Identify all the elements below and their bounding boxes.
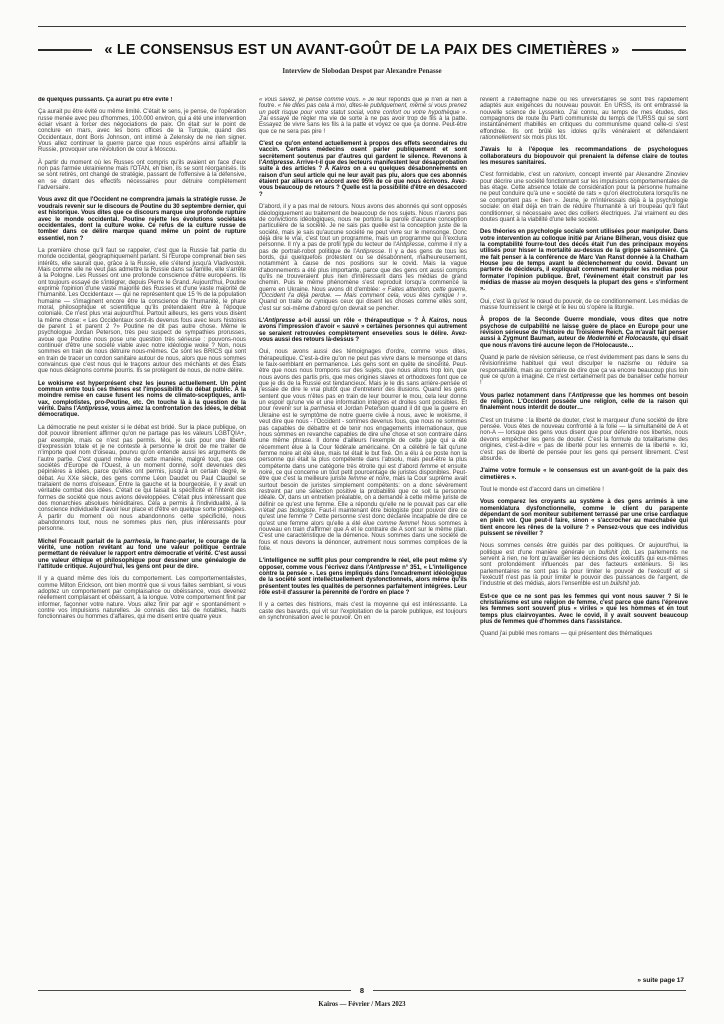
interview-answer: Nous sommes censés être guidés par des politiques. Or aujourd'hui, la politique est d'une manière générale un bullshit job. Les parlements ne servent à rien, ne font qu'avaliser les décisions des exécutifs qui eux-mêmes sont profondément influencés par des facteurs extérieurs. Si les parlementaires ne sont pas là pour limiter le pouvoir de l'exécutif et si l'exécutif n'est pas là pour limiter le pouvoir des puissances de l'argent, de l'industrie et des médias, alors l'ensemble est un bullshit job.	[480, 543, 688, 588]
masthead	[38, 42, 686, 58]
top-rule	[38, 26, 686, 27]
interview-answer: La première chose qu'il faut se rappeler, c'est que la Russie fait partie du monde occidental, géographiquement parlant. Si l'Europe comprenait bien ses intérêts, elle saurait que, grâce à la Russie, elle s'étend jusqu'à Vladivostok. Mais comme elle ne veut pas admettre la Russie dans sa famille, elle s'arrête à la Pologne. Les Russes ont une profonde conscience d'être européens. Ils ont toujours essayé de s'intégrer, depuis Pierre le Grand. Aujourd'hui, Poutine exprime l'opinion d'une vaste majorité des Russes et d'une vaste majorité de l'humanité. Les Occidentaux — qui ne représentent que 15 % de la population humaine — s'imaginent encore être la conscience de l'humanité, le phare moral, philosophique et scientifique qu'ils prétendaient être à l'époque coloniale. Ce n'est plus vrai aujourd'hui. Partout ailleurs, les gens vous disent la même chose: « Les Occidentaux sont-ils devenus fous avec leurs histoires de parent 1 et parent 2 ?» Poutine ne dit pas autre chose. Même le psychologue Jordan Peterson, très peu suspect de sympathies prorusses, avoue que Poutine nous pose une question très sérieuse : pouvons-nous continuer d'être une société viable avec notre idéologie woke ? Non, nous sommes en train de nous détruire nous-mêmes. Ce sont les BRICS qui sont en train de tracer un cordon sanitaire autour de nous, alors que nous sommes convaincus que c'est nous qui le traçons autour des méchants et des États que nous désignons comme pourris. Ils se protègent de nous, de notre délire.	[38, 247, 246, 375]
interview-question: Vous parlez notamment dans l'Antipresse que les hommes ont besoin de religion. L'Occident possède une religion, celle de la raison qui finalement nous interdit de douter…	[480, 392, 688, 412]
interview-question: Vous comparez les croyants au système à des gens arrimés à une nomenklatura dysfonctionnelle, comme le client du parapente dépendant de son moniteur subitement terrassé par une crise cardiaque en plein vol. Que peut-il faire, sinon « s'accrocher au macchabée qui tient encore les rênes de la voilure ? » Pensez-vous que ces individus puissent se réveiller ?	[480, 499, 688, 537]
interview-answer: Oui, nous avons aussi des témoignages d'ordre, comme vous dites, thérapeutique. C'est-à-dire qu'on ne peut pas vivre dans le mensonge et dans le faux-semblant en permanence. Les gens sont en quête de sincérité. Peut-être que nous nous trompons sur des sujets, que nous allons trop loin, que nous avons des partis pris, que mes origines slaves et orthodoxes font que ce que je dis de la Russie est tendancieux. Mais je le dis sans arrière-pensée et j'essaie de dire le vrai plutôt que d'entretenir des illusions. Quand les gens sentent que vous n'êtes pas en train de leur bourrer le mou, cela leur donne un espoir qu'une vie et une information intègres et droites sont possibles. Et pour revenir sur la parrhesia et Jordan Peterson quand il dit que la guerre en Ukraine est le symptôme de notre guerre civile à nous, avec le wokisme, il veut dire que nous - l'Occident - sommes devenus fous, que nous ne sommes pas capables de débattre et de tenir nos engagements internationaux, que nous sommes en revanche capables de dire une chose et son contraire dans une même phrase. Il donne d'ailleurs l'exemple de cette juge qui a été récemment élue à la Cour fédérale américaine. On a célébré le fait qu'une femme noire ait été élue, mais tel était le but fixé. On a élu à ce poste non la personne qui était la plus compétente dans l'absolu, mais peut-être la plus compétente dans une catégorie très étroite qui est d'abord femme et ensuite noire, ce qui concerne un tout petit pourcentage de juristes disponibles. Peut-être que c'est la meilleure juriste femme et noire, mais la Cour suprême avait surtout besoin de juristes simplement compétents: on a donc sévèrement restreint par une sélection positive la probabilité que ce soit la personne idéale. Or, dans un entretien préalable, on a demandé à cette même juriste de définir ce qu'est une femme. Elle a répondu qu'elle ne le pouvait pas car elle n'était pas biologiste. Faut-il maintenant être biologiste pour pouvoir dire ce qu'est une femme ? Cette personne s'est donc déclarée incapable de dire ce qu'est une femme alors qu'elle a été élue comme femme! Nous sommes à nouveau en train d'affirmer que A et le contraire de A sont sur le même plan. C'est une caractéristique de la démence. Nous sommes dans une société de fous et nous devons la dénoncer, autrement nous sommes complices de la folie.	[259, 349, 468, 553]
continued-on-page-ref: » suite page 17	[637, 977, 684, 984]
interview-question: C'est ce qu'on entend actuellement à propos des effets secondaires du vaccin. Certains médecins osent parler publiquement et sont secrètement soutenus par d'autres qui gardent le silence. Revenons à l'Antipresse. Arrive-t-il que des lecteurs manifestent leur désapprobation suite à des articles ? À Kairos on a eu quelques désabonnements en raison d'un seul article qui ne leur avait pas plu, alors que ces abonnés étaient par ailleurs en accord avec 95% de ce que nous écrivons. Avez-vous beaucoup de retours ? Quelle est la possibilité d'être en désaccord ?	[259, 141, 467, 198]
interview-answer: Oui, c'est là qu'est le nœud du pouvoir, de ce conditionnement. Les médias de masse fournissent le clergé et le lieu où s'opère la liturgie.	[480, 298, 688, 311]
interview-question: Michel Foucault parlait de la parrhesia, le franc-parler, le courage de la vérité, une notion revêtant au fond une valeur politique centrale permettant de réévaluer le rapport entre démocratie et vérité. C'est aussi une valeur éthique et philosophique pour dessiner une généalogie de l'attitude critique. Aujourd'hui, les gens ont peur de dire.	[38, 538, 246, 571]
interview-question: Des théories en psychologie sociale sont utilisées pour manipuler. Dans votre intervention au colloque initié par Ariane Bilheran, vous disiez que la comptabilité fourre-tout des décès était l'un des principaux moyens utilisés pour hisser la mortalité au-dessus de la grippe saisonnière. Ça me fait penser à la conférence de Marc Van Ranst donnée à la Chatham House peu de temps avant le déclenchement du covid. Devant un parterre de décideurs, il expliquait comment manipuler les médias pour formater l'opinion publique. Bref, l'événement était construit par les médias de masse au moyen desquels la plupart des gens « s'informent ».	[480, 229, 688, 293]
column-1	[38, 97, 246, 967]
interview-question: L'Antipresse a-t-il aussi un rôle « thérapeutique » ? À Kairos, nous avons l'impression d'avoir « sauvé » certaines personnes qui autrement se seraient retrouvées complètement ensevelies sous le délire. Avez-vous aussi des retours là-dessus ?	[259, 318, 467, 344]
interview-question: J'avais lu à l'époque les recommandations de psychologues collaborateurs du biopouvoir qui prenaient la défense claire de toutes les mesures sanitaires.	[480, 147, 688, 167]
interview-answer: Ça aurait pu être évité ou même limité. C'était le sens, je pense, de l'opération russe menée avec peu d'hommes, 100.000 environ, qui a été une intervention éclair visant à forcer des négociations de paix. On était sur le point de conclure en mars, avec les bons offices de la Turquie, quand des Occidentaux, dont Boris Johnson, ont intimé à Zelensky de ne rien signer. Vous allez continuer la guerre parce que nous espérons ainsi affaiblir la Russie, provoquer une révolution de cour à Moscou.	[38, 109, 246, 154]
footer-rule-left	[38, 990, 351, 991]
interview-question: J'aime votre formule « le consensus est un avant-goût de la paix des cimetières ».	[480, 468, 688, 481]
interview-question: Vous avez dit que l'Occident ne comprendra jamais la stratégie russe. Je voudrais revenir sur le discours de Poutine du 30 septembre dernier, qui est historique. Vous dites que ce discours marque une profonde rupture avec le monde occidental. Poutine rejette les évolutions sociétales occidentales, dont la culture woke. Ce refus de la culture russe de tomber dans ce délire marque quand même un point de rupture essentiel, non ?	[38, 197, 246, 242]
interview-answer: D'abord, il y a pas mal de retours. Nous avons des abonnés qui sont opposés idéologiquement au traitement de beaucoup de nos sujets. Nous n'avons pas de convictions idéologiques, nous ne portons la parole d'aucune conception particulière de la société. Je ne sais pas quelle est la conception juste de la société, mais je sais qu'aucune société ne peut vivre sur le mensonge. Donc déjà dire le vrai, c'est tout un programme, mais un programme qui n'exclura personne. Il n'y a pas de profil type du lecteur de l'Antipresse, comme il n'y a pas de portrait-robot politique de l'Antipresse. Il y a des gens de tous les bords, qui quelquefois protestent ou se désabonnent, malheureusement, notamment à cause de nos positions sur le covid. Mais la vague d'abonnements a été plus importante, parce que des gens ont aussi compris qu'ils ne trouveraient plus rien d'intéressant dans les médias de grand chemin. Puis le même phénomène s'est reproduit lorsqu'a commencé la guerre en Ukraine. Nous avons dit d'emblée: « Faites attention, cette guerre, l'Occident l'a déjà perdue. — Mais comment cela, vous êtes cynique ! ». Quand on traite de cyniques ceux qui disent les choses comme elles sont, c'est sur soi-même d'abord qu'on devrait se pencher.	[259, 204, 467, 312]
footer-rule	[38, 986, 686, 995]
interview-answer: À partir du moment où les Russes ont compris qu'ils avaient en face d'eux non pas l'armée ukrainienne mais l'OTAN, eh bien, ils se sont réorganisés. Ils se sont retirés, ont changé de stratégie, passant de l'offensive à la défensive, en se dotant des effectifs nécessaires pour détruire complètement l'adversaire.	[38, 159, 246, 192]
edition-line: Kairos — Février / Mars 2023	[318, 1001, 406, 1008]
interview-question: Le wokisme est hyperprésent chez les jeunes actuellement. Un point commun entre tous ces thèmes est l'impossibilité du débat public. À la moindre remise en cause fusent les noms de climato-sceptiques, anti-vax, complotistes, pro-Poutine, etc. On touche là à la question de la vérité. Dans l'Antipresse, vous aimez la confrontation des idées, le débat démocratique.	[38, 380, 247, 419]
interview-answer: revient à l'Allemagne nazie où les universitaires se sont très rapidement adaptés aux exigences du nouveau pouvoir. En URSS, ils ont embrassé la nouvelle science de Lyssenko. J'ai connu, au temps de mes études, des compagnons de route du Parti communiste du temps de l'URSS qui se sont instantanément rhabillés en critiques du communisme quand celle-ci s'est effondrée. Ils ont brûlé les idoles qu'ils vénéraient et défendaient rationnellement six mois plus tôt.	[480, 97, 688, 142]
article-columns	[38, 97, 688, 967]
interview-answer: Il y a quand même des lois du comportement. Les comportementalistes, comme Milton Erickson, ont bien montré que si vous faites semblant, si vous adoptez un comportement par complaisance ou obéissance, vous devenez réellement complaisant et obéissant, à la longue. Votre comportement finit par informer, façonner votre nature. Vous allez finir par agir « spontanément » contre vos impulsions naturelles. Je connais des tas de notables, hauts fonctionnaires ou hommes d'affaires, qui me disent entre quatre yeux	[38, 576, 246, 621]
interview-answer: C'est un truisme : la liberté de douter, c'est le marqueur d'une société de libre pensée. Vous êtes de nouveau confronté à la folie — la simultanéité de A et non-A — lorsque des gens vous disent que pour défendre nos libertés, nous devons empêcher les gens de douter. C'est la formule du totalitarisme des origines, c'est-à-dire « pas de liberté pour les ennemis de la liberté ». Ici, c'est: pas de liberté de pensée pour les gens qui pensent librement. C'est absurde.	[480, 417, 688, 462]
interview-answer: C'est formidable, c'est un ratorium, concept inventé par Alexandre Zinoviev pour décrire une société fonctionnant sur les impulsions comportementales de bas étage. Cette absence totale de considération pour la personne humaine ne peut conduire qu'à une « société de rats » qu'on électrocutera lorsqu'ils ne se comportent pas « bien ». Jeune, je m'intéressais déjà à la psychologie sociale: on était déjà en train de réduire l'humanité à un troupeau qu'il faut conditionner, si nécessaire avec des colliers électriques. J'ai vraiment eu des doutes quant à la viabilité d'une telle société.	[480, 172, 688, 223]
page-title: « LE CONSENSUS EST UN AVANT-GOÛT DE LA PAIX DES CIMETIÈRES »	[104, 42, 620, 58]
column-3	[480, 97, 688, 967]
interview-answer: Il y a certes des histrions, mais c'est la moyenne qui est intéressante. La caste des bavards, qui vit sur l'exploitation de la parole publique, est toujours en synchronisation avec le pouvoir. On en	[259, 602, 467, 622]
page-number: 8	[359, 986, 365, 995]
footer-rule-right	[373, 990, 686, 991]
interview-answer: La démocratie ne peut exister si le débat est bridé. Sur la place publique, on doit pouvoir librement affirmer qu'on ne partage pas les valeurs LGBTQIA+, par exemple, mais ce n'est pas permis. Moi, je suis pour une liberté d'expression totale et je ne conteste à personne le droit de me traiter de n'importe quel nom d'oiseau, pourvu qu'on entende aussi les arguments de l'autre partie. C'est quand même de cette manière, malgré tout, que ces sociétés d'Europe de l'Ouest, à un moment donné, sont devenues des pépinières à idées, parce qu'elles ont permis, jusqu'à un certain degré, le débat. Au XXe siècle, des gens comme Léon Daudet ou Paul Claudel se traitaient de noms d'oiseaux. Entre la gauche et la bourgeoisie, il y avait un véritable combat des idées. C'était ce qui faisait la spécificité et l'intérêt des formes de société que nous avions développées. C'était plus intéressant que des monarchies absolues héréditaires. Cela a permis à l'individualité, à la conscience individuelle d'avoir leur place et d'être en quelque sorte protégées. À partir du moment où nous abandonnons cette spécificité, nous abandonnons tout, nous ne sommes plus rien, plus intéressants pour personne.	[38, 424, 246, 533]
interview-question: Est-ce que ce ne sont pas les femmes qui vont nous sauver ? Si le christianisme est une religion de femme, c'est parce que dans l'épreuve les femmes sont souvent plus « viriles » que les hommes et en tout temps plus clairvoyantes. Avec le covid, il y avait souvent beaucoup plus de femmes que d'hommes dans l'assistance.	[480, 593, 688, 626]
interview-answer: « vous savez, je pense comme vous. » Je leur réponds que je n'en ai rien à foutre. « Ne dites pas cela à moi, dites-le publiquement, même si vous prenez un petit risque pour votre statut social, votre confort ou votre hypothèque ». J'ai essayé de régler ma vie de sorte à ne pas avoir trop de fils à la patte. Essayez de vivre sans les fils à la patte et voyez ce que ça donne. Peut-être que ce ne sera pas pire !	[259, 97, 467, 135]
interview-question: L'intelligence ne suffit plus pour comprendre le réel, elle peut même s'y opposer, comme vous l'écrivez dans l'Antipresse n° 351, « L'intelligence contre la pensée ». Les gens impliqués dans l'encadrement idéologique de la société sont intellectuellement dysfonctionnels, alors même qu'ils présentent toutes les qualités de personnes parfaitement intégrées. Leur rôle est-il d'assurer la pérennité de l'ordre en place ?	[259, 558, 467, 597]
interview-answer: Tout le monde est d'accord dans un cimetière !	[480, 486, 604, 493]
title-right-rule	[632, 49, 686, 51]
interview-question: de quelques puissants. Ça aurait pu être évité !	[38, 97, 173, 103]
column-2	[259, 97, 467, 967]
interview-question: À propos de la Seconde Guerre mondiale, vous dites que notre psychose de culpabilité ne laisse guère de place en Europe pour une révision sérieuse de l'histoire du Troisième Reich. Ça m'avait fait penser aussi à Zygmunt Bauman, auteur de Modernité et Holocauste, qui disait que nous n'avons tiré aucune leçon de l'Holocauste…	[480, 317, 688, 349]
interview-byline: Interview de Slobodan Despot par Alexandre Penasse	[282, 67, 442, 75]
interview-answer: Quand j'ai publié mes romans — qui présentent des thématiques	[480, 631, 653, 638]
interview-answer: Quand je parle de révision sérieuse, ce n'est évidemment pas dans le sens du révisionnisme habituel qui veut disculper le nazisme ou réduire sa responsabilité, mais au contraire de dire que ça va encore beaucoup plus loin que ce qu'on a imaginé. Ce n'est certainement pas de banaliser cette horreur !	[480, 355, 688, 387]
title-left-rule	[38, 49, 92, 51]
